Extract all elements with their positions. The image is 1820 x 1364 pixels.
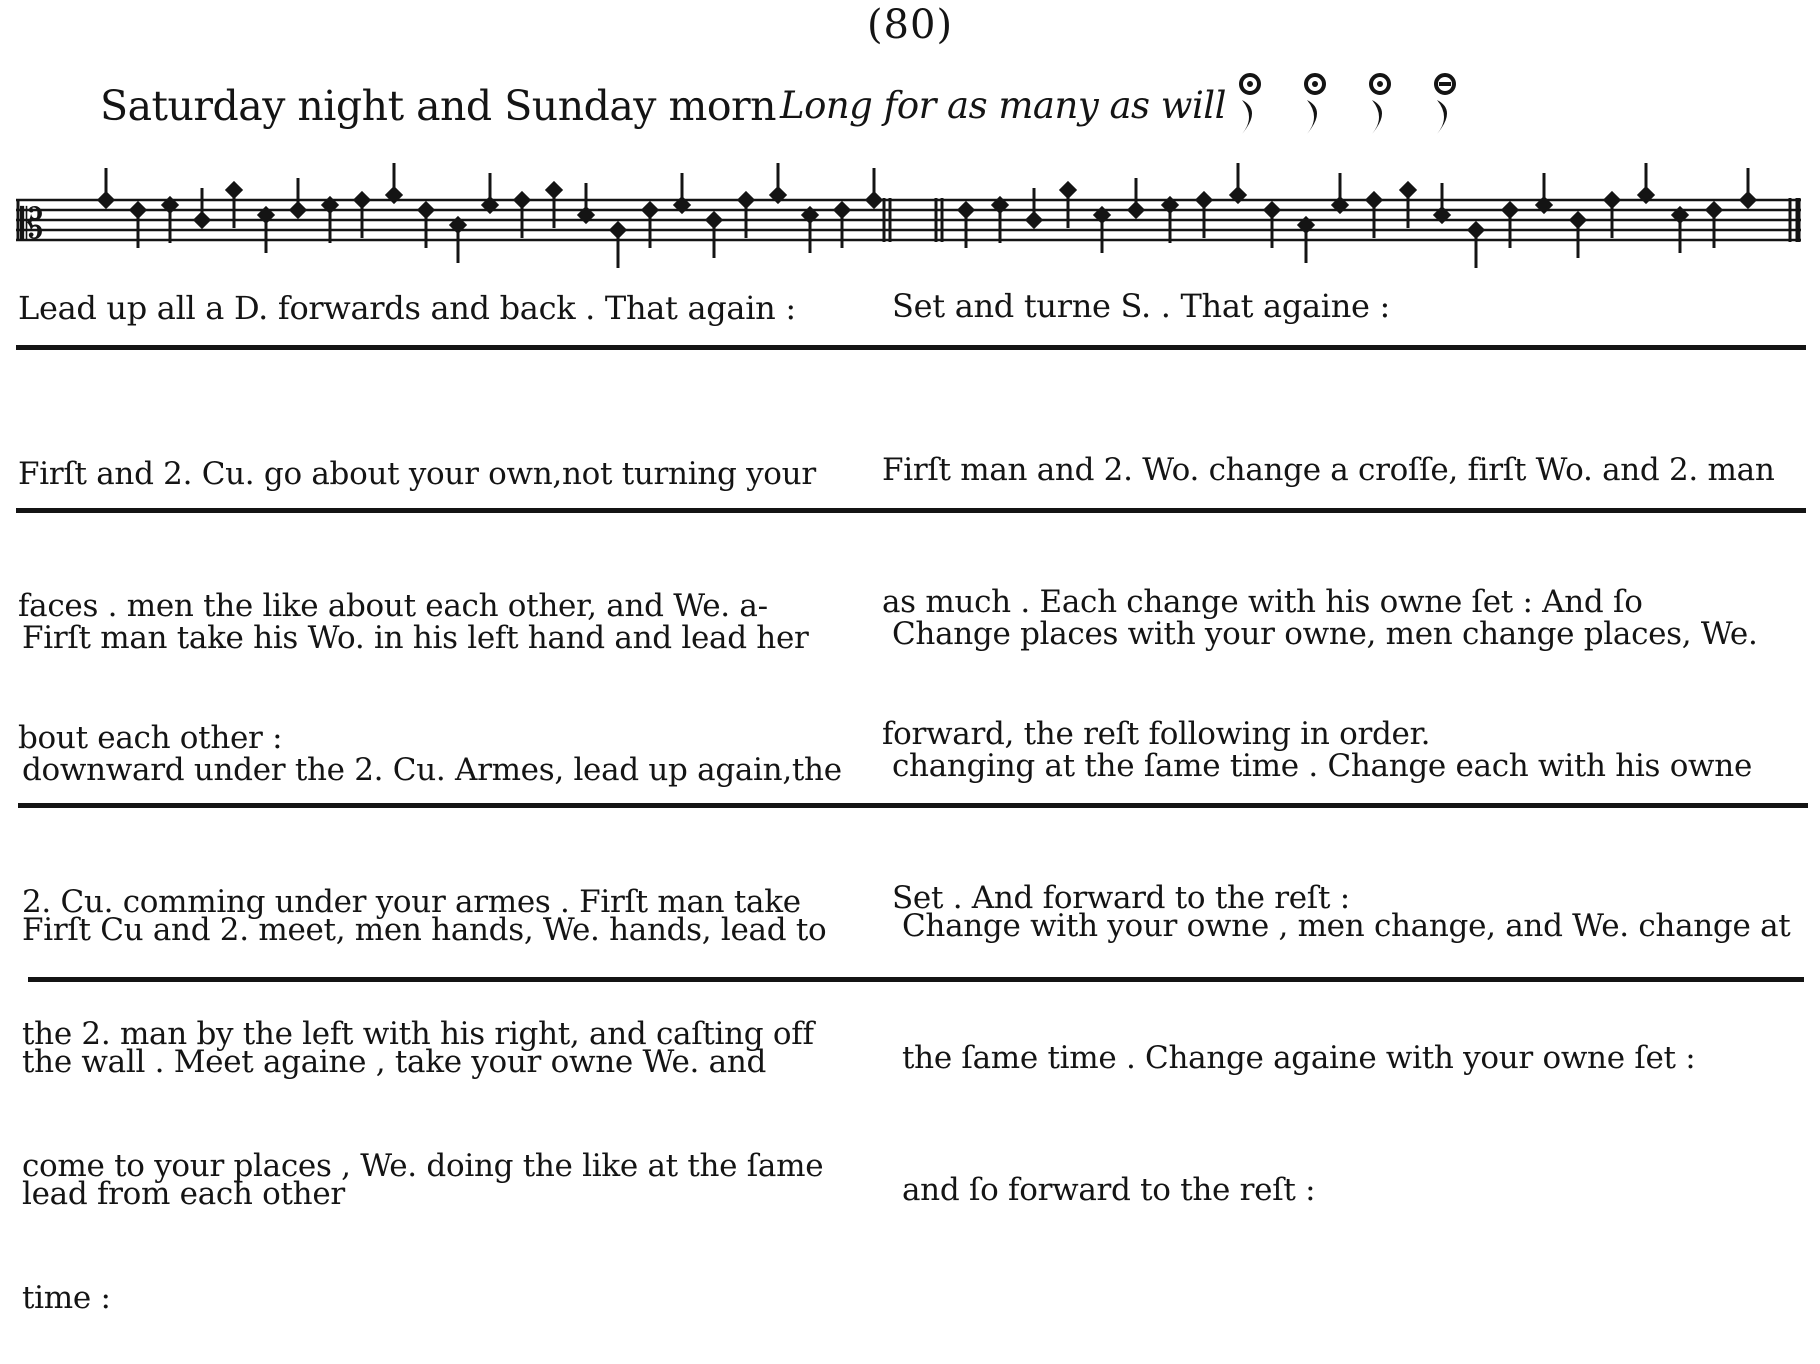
staff-notes [99, 163, 1755, 268]
figure-1-left-line: faces . men the like about each other, and We. a- [18, 588, 768, 624]
figure-1-right-line: as much . Each change with his owne ſet : And ſo [882, 584, 1643, 620]
intro-left: Lead up all a D. forwards and back . That again : [18, 289, 796, 327]
figure-1-left-line: Firſt and 2. Cu. go about your own,not turning your [18, 456, 816, 492]
figure-2-left-line: downward under the 2. Cu. Armes, lead up again,the [22, 752, 842, 788]
figure-3-left-line: Firſt Cu and 2. meet, men hands, We. hands, lead to [22, 912, 827, 948]
dance-subtitle: Long for as many as will [780, 84, 1226, 127]
intro-right: Set and turne S. . That againe : [892, 287, 1391, 325]
figure-3-right [902, 816, 1807, 1256]
figure-2-right-line: Set . And forward to the reſt : [892, 880, 1350, 916]
couple-symbol-icon [1230, 72, 1490, 142]
title-row [100, 72, 1500, 142]
figure-2-right-line: Change places with your owne, men change places, We. [892, 616, 1758, 652]
figure-1-right-line: forward, the reſt following in order. [882, 716, 1431, 752]
figure-2-left-line: Firſt man take his Wo. in his left hand and lead her [22, 620, 809, 656]
page-number: (80) [866, 2, 954, 48]
dance-title: Saturday night and Sunday morn [100, 82, 777, 130]
svg-text:𝄡: 𝄡 [20, 199, 44, 248]
figure-2-left-line: come to your places , We. doing the like at the ſame [22, 1148, 824, 1184]
figure-2-left-line: the 2. man by the left with his right, and caſting off [22, 1016, 814, 1052]
figure-3-right-line: the ſame time . Change againe with your owne ſet : [902, 1040, 1696, 1076]
figure-3-right-line: Change with your owne , men change, and We. change at [902, 908, 1791, 944]
figure-3-left [22, 820, 882, 1260]
figure-2-right-line: changing at the ſame time . Change each with his owne [892, 748, 1753, 784]
figure-3-left-line: lead from each other [22, 1176, 345, 1212]
figure-3-right-line: and ſo forward to the reſt : [902, 1172, 1316, 1208]
figure-2-left-line: time : [22, 1280, 111, 1316]
rule-1 [16, 345, 1806, 350]
figure-1-left-line: bout each other : [18, 720, 283, 756]
music-staff [16, 160, 1806, 280]
figure-1-right-line: Firſt man and 2. Wo. change a croſſe, firſt Wo. and 2. man [882, 452, 1775, 488]
figure-3-left-line: the wall . Meet againe , take your owne We. and [22, 1044, 767, 1080]
figure-2-left-line: 2. Cu. comming under your armes . Firſt man take [22, 884, 801, 920]
